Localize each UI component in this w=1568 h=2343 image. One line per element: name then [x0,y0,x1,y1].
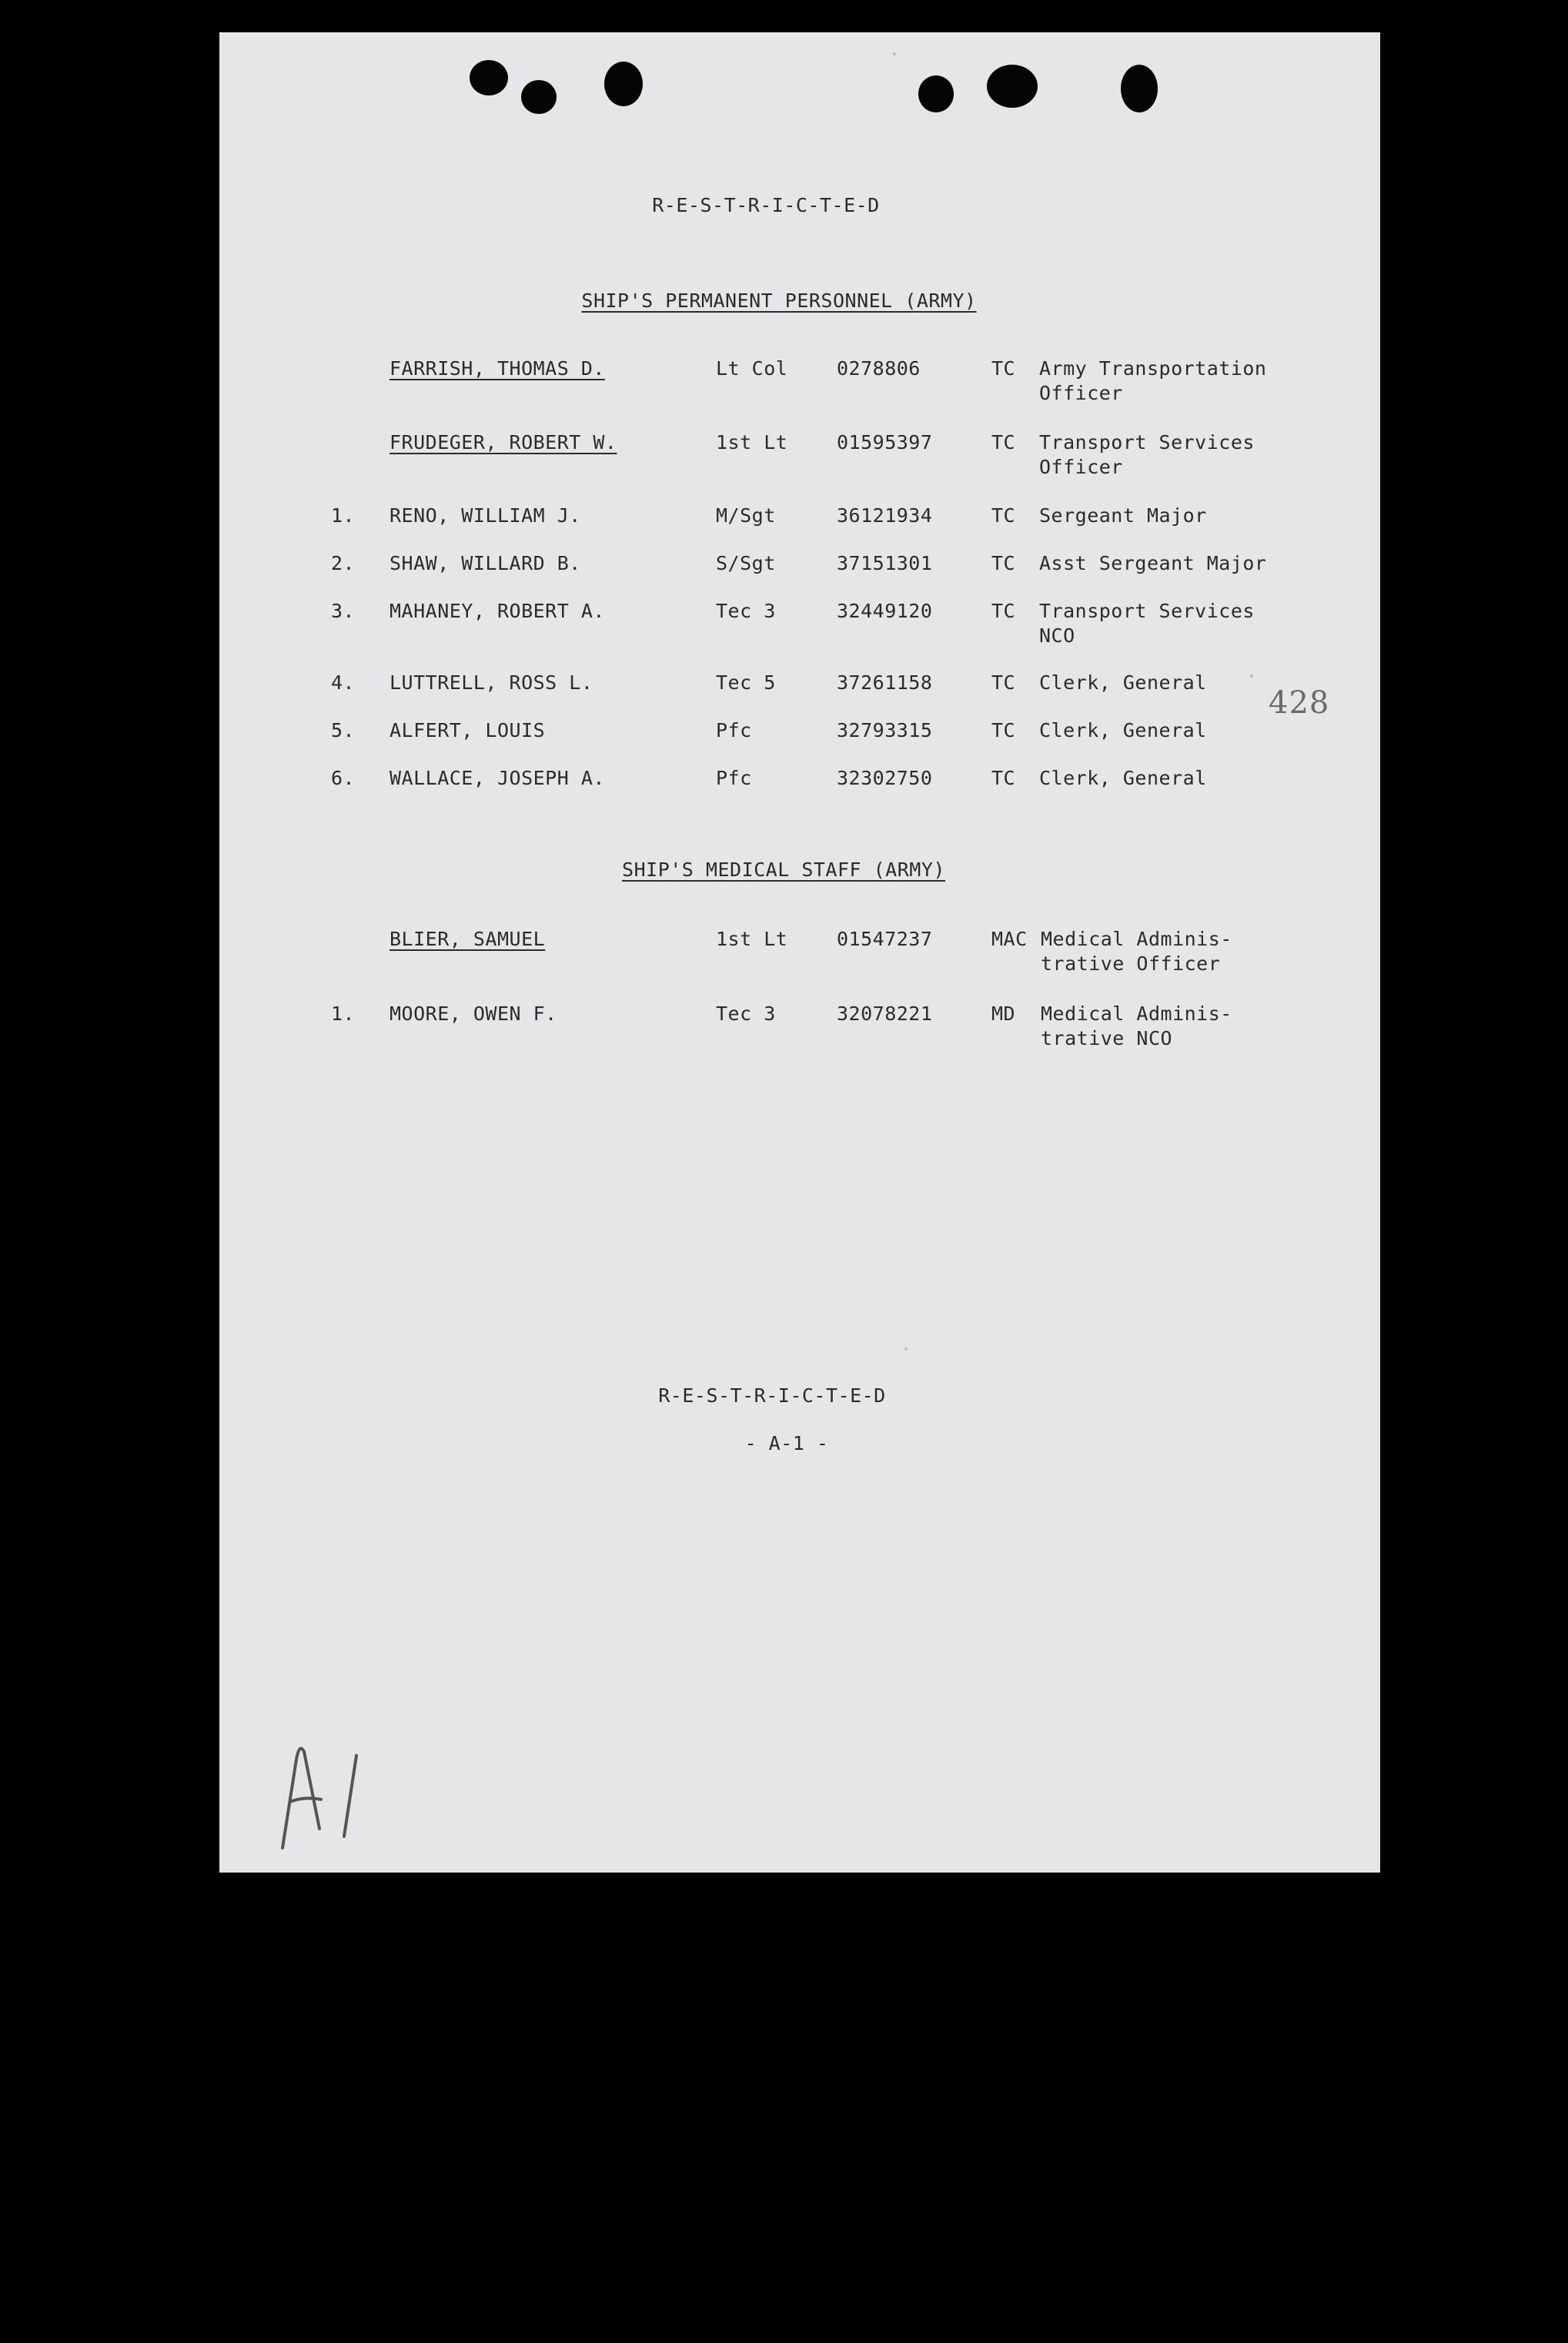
section-title-medical-staff: SHIP'S MEDICAL STAFF (ARMY) [622,859,945,881]
row-rank: 1st Lt [716,431,788,454]
row-duty-line1: Clerk, General [1039,671,1207,694]
row-serial: 32078221 [837,1002,933,1025]
row-number: 1. [331,504,356,527]
row-duty-line1: Medical Adminis- [1041,1002,1232,1025]
row-duty-line1: Transport Services [1039,431,1255,454]
dust-speck [893,52,896,55]
row-duty-line2: Officer [1039,456,1123,478]
row-duty-line2: NCO [1039,624,1075,647]
row-name: RENO, WILLIAM J. [389,504,581,527]
row-corps: TC [991,719,1016,741]
punch-hole [521,80,557,114]
row-serial: 37261158 [837,671,933,694]
footer-marking: R-E-S-T-R-I-C-T-E-D [658,1384,886,1407]
row-duty-line1: Asst Sergeant Major [1039,552,1267,574]
row-rank: Pfc [716,719,752,741]
row-name: WALLACE, JOSEPH A. [389,767,605,789]
row-name: LUTTRELL, ROSS L. [389,671,593,694]
row-duty-line1: Sergeant Major [1039,504,1207,527]
row-name: BLIER, SAMUEL [389,928,546,950]
punch-hole [1121,65,1158,112]
row-number: 5. [331,719,356,741]
handwritten-page-number: 428 [1269,685,1330,721]
row-serial: 32302750 [837,767,933,789]
row-corps: TC [991,671,1016,694]
punch-hole [470,60,508,95]
row-corps: TC [991,552,1016,574]
row-corps: TC [991,431,1016,454]
row-number: 3. [331,600,356,622]
row-number: 6. [331,767,356,789]
row-serial: 01547237 [837,928,933,950]
row-number: 4. [331,671,356,694]
punch-hole [604,62,643,106]
row-name: MOORE, OWEN F. [389,1002,557,1025]
row-name: ALFERT, LOUIS [389,719,546,741]
dust-speck [1250,674,1253,678]
row-serial: 32793315 [837,719,933,741]
row-duty-line1: Army Transportation [1039,357,1267,380]
row-rank: Pfc [716,767,752,789]
row-duty-line2: Officer [1039,382,1123,404]
handwritten-a1-mark [273,1729,396,1859]
row-serial: 01595397 [837,431,933,454]
page-label: - A-1 - [744,1432,829,1454]
row-duty-line1: Transport Services [1039,600,1255,622]
row-name: FRUDEGER, ROBERT W. [389,431,617,454]
row-rank: S/Sgt [716,552,776,574]
header-marking: R-E-S-T-R-I-C-T-E-D [652,194,880,216]
row-corps: TC [991,504,1016,527]
row-duty-line2: trative NCO [1041,1027,1173,1049]
punch-hole [987,65,1038,108]
row-name: MAHANEY, ROBERT A. [389,600,605,622]
row-rank: Tec 5 [716,671,776,694]
row-corps: MAC [991,928,1028,950]
row-number: 2. [331,552,356,574]
row-rank: Tec 3 [716,1002,776,1025]
row-number: 1. [331,1002,356,1025]
row-rank: Tec 3 [716,600,776,622]
row-serial: 32449120 [837,600,933,622]
row-serial: 0278806 [837,357,921,380]
row-corps: TC [991,767,1016,789]
row-serial: 37151301 [837,552,933,574]
row-corps: TC [991,600,1016,622]
dust-speck [904,1347,908,1351]
punch-hole [918,75,954,112]
row-rank: Lt Col [716,357,788,380]
row-duty-line2: trative Officer [1041,952,1221,975]
row-corps: TC [991,357,1016,380]
row-rank: M/Sgt [716,504,776,527]
row-rank: 1st Lt [716,928,788,950]
row-serial: 36121934 [837,504,933,527]
row-name: SHAW, WILLARD B. [389,552,581,574]
row-name: FARRISH, THOMAS D. [389,357,605,380]
row-corps: MD [991,1002,1016,1025]
row-duty-line1: Medical Adminis- [1041,928,1232,950]
section-title-permanent-personnel: SHIP'S PERMANENT PERSONNEL (ARMY) [581,290,977,312]
row-duty-line1: Clerk, General [1039,767,1207,789]
row-duty-line1: Clerk, General [1039,719,1207,741]
